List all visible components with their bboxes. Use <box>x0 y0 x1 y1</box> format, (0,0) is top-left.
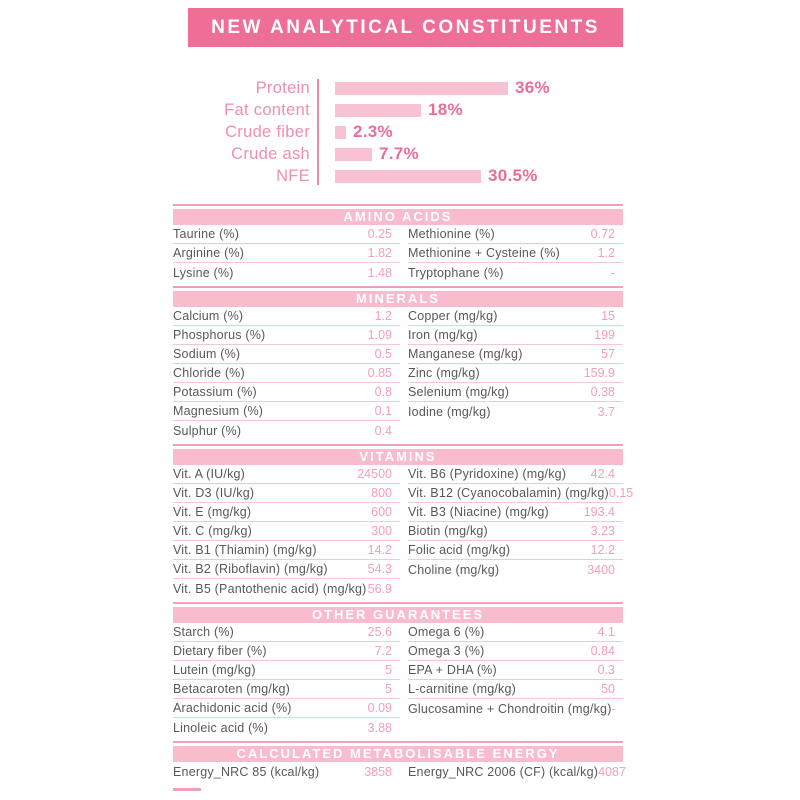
row-value: 199 <box>594 328 615 342</box>
row-label: Sulphur (%) <box>173 423 242 438</box>
table-column-right <box>408 623 623 737</box>
table-column-left <box>173 762 400 781</box>
chart-category-label: Protein <box>255 78 310 97</box>
row-value: 0.85 <box>367 366 392 380</box>
chart-bar <box>335 126 346 139</box>
row-value: 3858 <box>364 764 392 779</box>
section-header: MINERALS <box>173 291 623 307</box>
row-label: Linoleic acid (%) <box>173 720 269 735</box>
row-label: Chloride (%) <box>173 366 245 380</box>
table-row <box>173 522 400 541</box>
panel-content <box>173 8 634 791</box>
row-value: 12.2 <box>590 543 615 557</box>
section-other-guarantees <box>173 602 623 737</box>
table-row <box>408 522 623 541</box>
table-row <box>173 503 400 522</box>
table-column-left <box>173 225 400 282</box>
row-value: 0.38 <box>590 385 615 399</box>
row-value: 1.2 <box>374 309 392 323</box>
row-label: Lysine (%) <box>173 265 234 280</box>
row-label: Starch (%) <box>173 625 235 639</box>
table-row <box>173 326 400 345</box>
table-row <box>173 718 400 737</box>
section-divider <box>173 204 623 206</box>
row-label: Manganese (mg/kg) <box>408 347 523 361</box>
section-header: AMINO ACIDS <box>173 209 623 225</box>
row-value: 193.4 <box>583 505 615 519</box>
table-row <box>173 762 400 781</box>
table-column-right <box>408 465 634 598</box>
row-value: 300 <box>371 524 392 538</box>
row-value: 0.25 <box>367 227 392 241</box>
row-value: 57 <box>601 347 615 361</box>
row-value: 24500 <box>357 467 392 481</box>
row-label: Vit. A (IU/kg) <box>173 467 246 481</box>
bottom-edge-divider <box>173 788 201 791</box>
title-banner <box>188 8 623 47</box>
table-row <box>173 383 400 402</box>
chart-bar <box>335 170 481 183</box>
chart-row-nfe <box>173 165 623 187</box>
row-value: 15 <box>601 309 615 323</box>
table-row <box>408 244 623 263</box>
chart-row-crude-fiber <box>173 121 623 143</box>
table-row <box>173 541 400 560</box>
table-row <box>408 661 623 680</box>
table-row <box>408 225 623 244</box>
row-value: 3400 <box>587 562 615 577</box>
row-label: Omega 3 (%) <box>408 644 485 658</box>
chart-value-label: 30.5% <box>488 166 538 185</box>
table-row <box>173 263 400 282</box>
row-value: 4087 <box>598 764 626 779</box>
table-row <box>408 263 623 282</box>
table-row <box>408 541 623 560</box>
chart-category-label: NFE <box>276 166 310 185</box>
table-row <box>173 364 400 383</box>
row-label: Energy_NRC 85 (kcal/kg) <box>173 764 320 779</box>
chart-axis-line <box>317 79 319 185</box>
row-value: 5 <box>385 663 392 677</box>
table-row <box>408 762 626 781</box>
row-label: Zinc (mg/kg) <box>408 366 480 380</box>
row-label: Sodium (%) <box>173 347 241 361</box>
table-row <box>173 402 400 421</box>
row-label: Methionine (%) <box>408 227 495 241</box>
row-label: Vit. B6 (Pyridoxine) (mg/kg) <box>408 467 567 481</box>
section-divider <box>173 741 623 743</box>
row-label: Vit. E (mg/kg) <box>173 505 252 519</box>
table-row <box>408 680 623 699</box>
row-label: Iron (mg/kg) <box>408 328 478 342</box>
section-divider <box>173 286 623 288</box>
row-value: 1.48 <box>367 265 392 280</box>
section-amino-acids <box>173 204 623 282</box>
table-row <box>173 661 400 680</box>
row-label: Glucosamine + Chondroitin (mg/kg) <box>408 701 612 716</box>
row-value: 3.23 <box>590 524 615 538</box>
page-title: NEW ANALYTICAL CONSTITUENTS <box>211 16 600 38</box>
row-label: Phosphorus (%) <box>173 328 266 342</box>
chart-row-crude-ash <box>173 143 623 165</box>
table-column-left <box>173 623 400 737</box>
row-value: 0.8 <box>374 385 392 399</box>
table-row <box>173 421 400 440</box>
row-label: Iodine (mg/kg) <box>408 404 491 419</box>
row-value: 600 <box>371 505 392 519</box>
section-calculated-metabolisable-energy <box>173 741 626 781</box>
table-row <box>173 225 400 244</box>
row-label: Selenium (mg/kg) <box>408 385 510 399</box>
table-row <box>408 326 623 345</box>
table-row <box>173 484 400 503</box>
table-row <box>173 560 400 579</box>
row-value: 56.9 <box>367 581 392 596</box>
row-label: Vit. B12 (Cyanocobalamin) (mg/kg) <box>408 486 609 500</box>
row-value: 7.2 <box>374 644 392 658</box>
table-row <box>408 402 623 421</box>
row-label: Magnesium (%) <box>173 404 264 418</box>
row-label: Dietary fiber (%) <box>173 644 267 658</box>
table-row <box>408 699 623 718</box>
section-table <box>173 762 626 781</box>
row-label: Taurine (%) <box>173 227 240 241</box>
row-label: Calcium (%) <box>173 309 244 323</box>
row-value: 3.7 <box>597 404 615 419</box>
section-header: VITAMINS <box>173 449 623 465</box>
row-value: 4.1 <box>597 625 615 639</box>
row-value: 25.6 <box>367 625 392 639</box>
chart-value-label: 18% <box>428 100 463 119</box>
row-label: Copper (mg/kg) <box>408 309 498 323</box>
table-row <box>173 642 400 661</box>
section-header: CALCULATED METABOLISABLE ENERGY <box>173 746 623 762</box>
table-row <box>408 383 623 402</box>
row-label: Vit. B5 (Pantothenic acid) (mg/kg) <box>173 581 367 596</box>
table-row <box>408 364 623 383</box>
row-label: Vit. B1 (Thiamin) (mg/kg) <box>173 543 317 557</box>
row-value: 0.84 <box>590 644 615 658</box>
table-row <box>173 623 400 642</box>
row-label: Vit. B3 (Niacine) (mg/kg) <box>408 505 549 519</box>
row-label: EPA + DHA (%) <box>408 663 497 677</box>
section-table <box>173 307 623 440</box>
table-row <box>408 345 623 364</box>
constituents-bar-chart <box>173 77 623 187</box>
table-row <box>173 699 400 718</box>
table-row <box>408 642 623 661</box>
row-label: Folic acid (mg/kg) <box>408 543 511 557</box>
row-value: - <box>610 265 615 280</box>
row-value: 0.1 <box>374 404 392 418</box>
row-value: 3.88 <box>367 720 392 735</box>
row-value: 800 <box>371 486 392 500</box>
row-value: 14.2 <box>367 543 392 557</box>
table-row <box>173 244 400 263</box>
row-value: 1.2 <box>597 246 615 260</box>
row-label: Potassium (%) <box>173 385 257 399</box>
table-row <box>408 560 623 579</box>
chart-row-fat-content <box>173 99 623 121</box>
row-value: 1.09 <box>367 328 392 342</box>
section-vitamins <box>173 444 634 598</box>
chart-category-label: Crude fiber <box>225 122 310 141</box>
table-column-left <box>173 307 400 440</box>
row-value: 42.4 <box>590 467 615 481</box>
chart-value-label: 7.7% <box>379 144 419 163</box>
row-label: Omega 6 (%) <box>408 625 485 639</box>
row-value: 0.5 <box>374 347 392 361</box>
row-label: Vit. C (mg/kg) <box>173 524 252 538</box>
table-row <box>408 503 623 522</box>
table-column-right <box>408 225 623 282</box>
row-label: Methionine + Cysteine (%) <box>408 246 560 260</box>
chart-bar <box>335 148 372 161</box>
table-row <box>173 579 400 598</box>
table-column-left <box>173 465 400 598</box>
section-table <box>173 623 623 737</box>
row-label: Energy_NRC 2006 (CF) (kcal/kg) <box>408 764 599 779</box>
row-label: Lutein (mg/kg) <box>173 663 256 677</box>
section-header: OTHER GUARANTEES <box>173 607 623 623</box>
row-label: Choline (mg/kg) <box>408 562 500 577</box>
section-table <box>173 465 634 598</box>
table-column-right <box>408 307 623 440</box>
table-row <box>173 307 400 326</box>
table-row <box>408 307 623 326</box>
section-divider <box>173 602 623 604</box>
chart-bar <box>335 82 508 95</box>
section-divider <box>173 444 623 446</box>
row-label: Vit. D3 (IU/kg) <box>173 486 255 500</box>
table-row <box>408 465 623 484</box>
chart-category-label: Fat content <box>224 100 310 119</box>
chart-row-protein <box>173 77 623 99</box>
row-value: 50 <box>601 682 615 696</box>
row-value: 1.82 <box>367 246 392 260</box>
row-label: Biotin (mg/kg) <box>408 524 488 538</box>
table-row <box>173 680 400 699</box>
chart-category-label: Crude ash <box>231 144 310 163</box>
row-label: Tryptophane (%) <box>408 265 504 280</box>
row-value: 0.4 <box>374 423 392 438</box>
row-label: Betacaroten (mg/kg) <box>173 682 291 696</box>
table-row <box>173 465 400 484</box>
table-row <box>408 623 623 642</box>
row-value: 0.09 <box>367 701 392 715</box>
row-value: - <box>611 701 616 716</box>
row-label: L-carnitine (mg/kg) <box>408 682 516 696</box>
row-value: 159.9 <box>583 366 615 380</box>
chart-value-label: 2.3% <box>353 122 393 141</box>
chart-bar <box>335 104 421 117</box>
chart-value-label: 36% <box>515 78 550 97</box>
section-minerals <box>173 286 623 440</box>
row-value: 0.3 <box>597 663 615 677</box>
nutrition-tables <box>173 204 634 781</box>
section-table <box>173 225 623 282</box>
row-value: 0.15 <box>608 486 634 500</box>
row-label: Arachidonic acid (%) <box>173 701 292 715</box>
row-label: Arginine (%) <box>173 246 245 260</box>
row-value: 5 <box>385 682 392 696</box>
table-row <box>173 345 400 364</box>
row-label: Vit. B2 (Riboflavin) (mg/kg) <box>173 562 328 576</box>
table-column-right <box>408 762 626 781</box>
row-value: 0.72 <box>590 227 615 241</box>
row-value: 54.3 <box>367 562 392 576</box>
table-row <box>408 484 634 503</box>
